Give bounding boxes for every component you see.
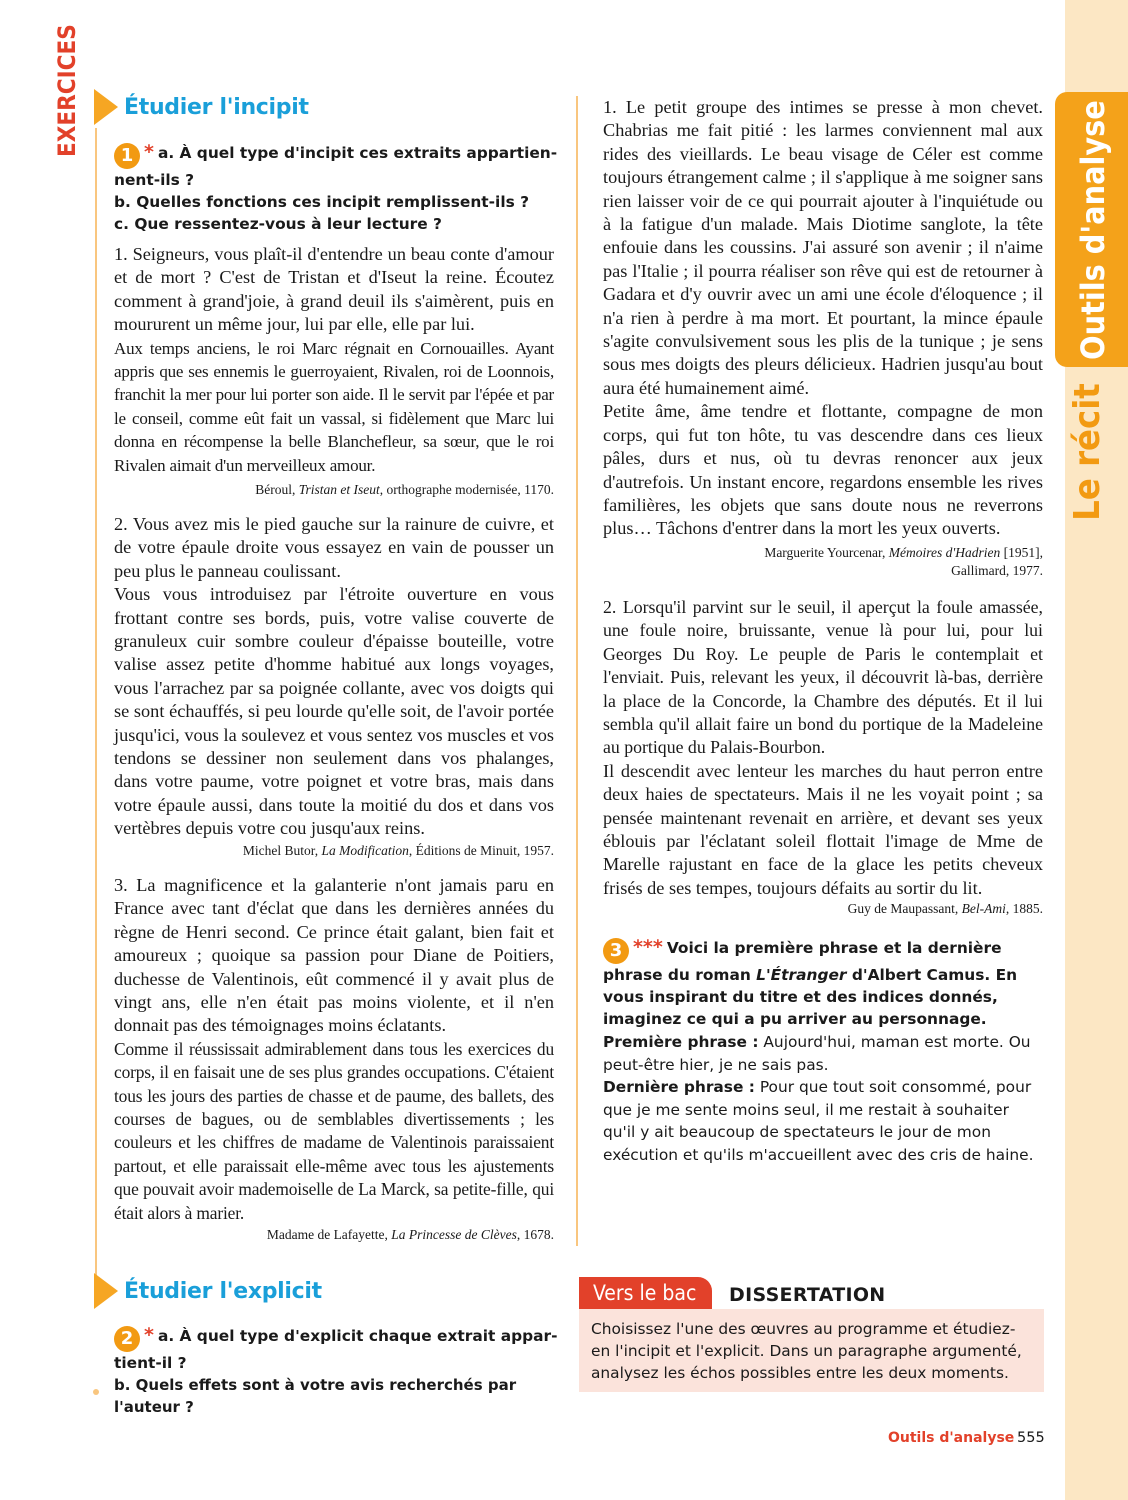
paragraph: 1. Le petit groupe des intimes se presse à mon chevet. Chabrias me fait pitié : les larmes conviennent mal aux rides des vieillards. Le beau visage de Céler est comme toujours étrangement calme ; il s'applique à me soigner sans rien laisser voir de ce qui pourrait ajouter à l'inquiétude ou à la fatigue d'un malade. Mais Diotime sanglote, la tête enfouie dans les coussins. J'ai assuré son avenir ; il n'aime pas l'Italie ; il pourra réaliser son rêve qui est de retourner à Gadara et d'y ouvrir avec un ami une école d'éloquence ; il n'a rien à perdre à ma mort. Et pourtant, la mince épaule s'agite convulsivement sous les plis de la tunique ; je sens sous mes doigts des pleurs délicieux. Hadrien jusqu'au bout aura été humainement aimé. — [603, 97, 1043, 398]
heading-arrow-icon — [94, 89, 118, 125]
paragraph: Comme il réussissait admirablement dans tous les exercices du corps, il en faisait une de ses plus grandes occupations. C'étaient tous les jours des parties de chasse et de paume, des ballets, des courses de bagues, ou de semblables divertissements ; les couleurs et les chiffres de madame de Valentinois paraissaient partout, et elle paraissait elle-même avec tous les ajustements que pouvait avoir mademoiselle de La Marck, sa petite-fille, qui était alors à marier. — [114, 1038, 554, 1223]
incipit-source-1: Béroul, Tristan et Iseut, orthographe modernisée, 1170. — [255, 482, 554, 497]
explicit-source-1: Marguerite Yourcenar, Mémoires d'Hadrien [1951], Gallimard, 1977. — [764, 545, 1043, 578]
explicit-heading — [94, 1273, 322, 1309]
question-number-badge: 3 — [603, 938, 629, 964]
question-1b: b. Quelles fonctions ces incipit remplissent-ils ? — [114, 193, 530, 211]
incipit-text-1 — [114, 243, 554, 477]
difficulty-stars: *** — [633, 936, 663, 958]
paragraph: Vous vous introduisez par l'étroite ouverture en vous frottant contre ses bords, puis, votre valise couverte de granuleux cuir sombre couleur d'épaisse bouteille, votre valise assez petite d'homme habitué aux longs voyages, vous l'arrachez par sa poignée collante, avec vos doigts qui se sont échauffés, si peu lourde qu'elle soit, de l'avoir portée jusqu'ici, vous la soulevez et vous sentez vos muscles et vos tendons se dessiner non seulement dans vos phalanges, dans votre paume, votre poignet et votre bras, mais dans votre épaule aussi, dans toute la moitié du dos et dans vos vertèbres depuis votre cou jusqu'aux reins. — [114, 584, 554, 839]
question-2 — [114, 1324, 559, 1418]
section-label: Outils d'analyse — [1074, 100, 1112, 360]
left-rule — [95, 128, 97, 1288]
paragraph: 2. Vous avez mis le pied gauche sur la rainure de cuivre, et de votre épaule droite vous essayez en vain de pousser un peu plus le panneau coulissant. — [114, 514, 554, 581]
column-rule — [576, 96, 578, 1246]
paragraph: Petite âme, âme tendre et flottante, compagne de mon corps, qui fut ton hôte, tu vas descendre dans ces lieux pâles, durs et nus, où tu devras renoncer aux jeux d'autrefois. Un instant encore, regardons ensemble les rives familières, les objets que sans doute nous ne reverrons plus… Tâchons d'entrer dans la mort les yeux ouverts. — [603, 401, 1043, 539]
vers-le-bac-label: Vers le bac — [579, 1277, 712, 1310]
question-1c: c. Que ressentez-vous à leur lecture ? — [114, 215, 442, 233]
incipit-source-3: Madame de Lafayette, La Princesse de Clèves, 1678. — [266, 1227, 554, 1242]
question-3: 3 *** Voici la première phrase et la dernière phrase du roman L'Étranger d'Albert Camus. En vous inspirant du titre et des indices donnés, imaginez ce qui a pu arriver au personnage. — [603, 936, 1018, 1028]
exercices-label: EXERCICES — [53, 24, 81, 157]
explicit-text-1 — [603, 96, 1043, 541]
question-number-badge: 1 — [114, 143, 140, 169]
difficulty-stars: * — [144, 1324, 154, 1346]
heading-arrow-icon — [94, 1273, 118, 1309]
left-rule-dot — [93, 1389, 99, 1395]
paragraph: Il descendit avec lenteur les marches du haut perron entre deux haies de spectateurs. Mais il ne les voyait point ; sa pensée maintenant revenait en arrière, et devant ses yeux éblouis par l'éclatant soleil flottait l'image de Mme de Marelle rajustant en face de la glace les petits cheveux frisés de ses tempes, toujours défaits au sortir du lit. — [603, 760, 1043, 898]
question-2a: a. À quel type d'explicit chaque extrait appar-tient-il ? — [114, 1327, 558, 1372]
q3-last-sentence: Dernière phrase : Pour que tout soit consommé, pour que je me sente moins seul, il me restait à souhaiter qu'il y ait beaucoup de spectateurs le jour de mon exécution et qu'ils m'accueillent avec des cris de haine. — [603, 1078, 1034, 1164]
dissertation-instructions: Choisissez l'une des œuvres au programme et étudiez-en l'incipit et l'explicit. Dans un paragraphe argumenté, analysez les échos possibles entre les deux moments. — [579, 1309, 1044, 1392]
incipit-source-2: Michel Butor, La Modification, Éditions de Minuit, 1957. — [242, 843, 554, 858]
incipit-text-3 — [114, 874, 554, 1225]
paragraph: 1. Seigneurs, vous plaît-il d'entendre un beau conte d'amour et de mort ? C'est de Tristan et d'Iseut la reine. Écoutez comment à grand'joie, à grand deuil ils s'aimèrent, puis en moururent un même jour, lui par elle, elle par lui. — [114, 244, 554, 335]
chapter-label: Le récit — [1067, 383, 1108, 521]
paragraph: Aux temps anciens, le roi Marc régnait en Cornouailles. Ayant appris que ses ennemis le guerroyaient, Rivalen, roi de Loonnois, franchit la mer pour lui porter son aide. Il le servit par l'épée et par le conseil, comme eût fait un vassal, si fidèlement que Marc lui donna en récompense la belle Blanchefleur, sa sœur, que le roi Rivalen aimait d'un merveilleux amour. — [114, 338, 554, 475]
incipit-heading — [94, 89, 309, 125]
explicit-text-2 — [603, 596, 1043, 900]
q3-first-sentence: Première phrase : Aujourd'hui, maman est morte. Ou peut-être hier, je ne sais pas. — [603, 1033, 1031, 1074]
dissertation-title: DISSERTATION — [729, 1284, 886, 1306]
incipit-text-2 — [114, 513, 554, 841]
explicit-heading-text: Étudier l'explicit — [124, 1278, 322, 1304]
question-1a: a. À quel type d'incipit ces extraits appartien-nent-ils ? — [114, 144, 558, 189]
question-number-badge: 2 — [114, 1326, 140, 1352]
question-2b: b. Quels effets sont à votre avis recherchés par l'auteur ? — [114, 1376, 517, 1416]
footer-section: Outils d'analyse — [888, 1430, 1015, 1446]
question-1 — [114, 141, 559, 235]
incipit-heading-text: Étudier l'incipit — [124, 94, 309, 120]
paragraph: 2. Lorsqu'il parvint sur le seuil, il aperçut la foule amassée, une foule noire, bruissante, venue là pour lui, pour lui Georges Du Roy. Le peuple de Paris le contemplait et l'enviait. Puis, relevant les yeux, il découvrit là-bas, derrière la place de la Concorde, la Chambre des députés. Et il lui sembla qu'il allait faire un bond du portique de la Madeleine au portique du Palais-Bourbon. — [603, 597, 1043, 758]
explicit-source-2: Guy de Maupassant, Bel-Ami, 1885. — [847, 901, 1043, 916]
page-number: 555 — [1017, 1430, 1045, 1446]
difficulty-stars: * — [144, 141, 154, 163]
paragraph: 3. La magnificence et la galanterie n'ont jamais paru en France avec tant d'éclat que dans les dernières années du règne de Henri second. Ce prince était galant, bien fait et amoureux ; quoique sa passion pour Diane de Poitiers, duchesse de Valentinois, eût commencé il y avait plus de vingt ans, elle n'en était pas moins violente, et il n'en donnait pas des témoignages moins éclatants. — [114, 875, 554, 1036]
vers-le-bac-box — [579, 1277, 1044, 1392]
